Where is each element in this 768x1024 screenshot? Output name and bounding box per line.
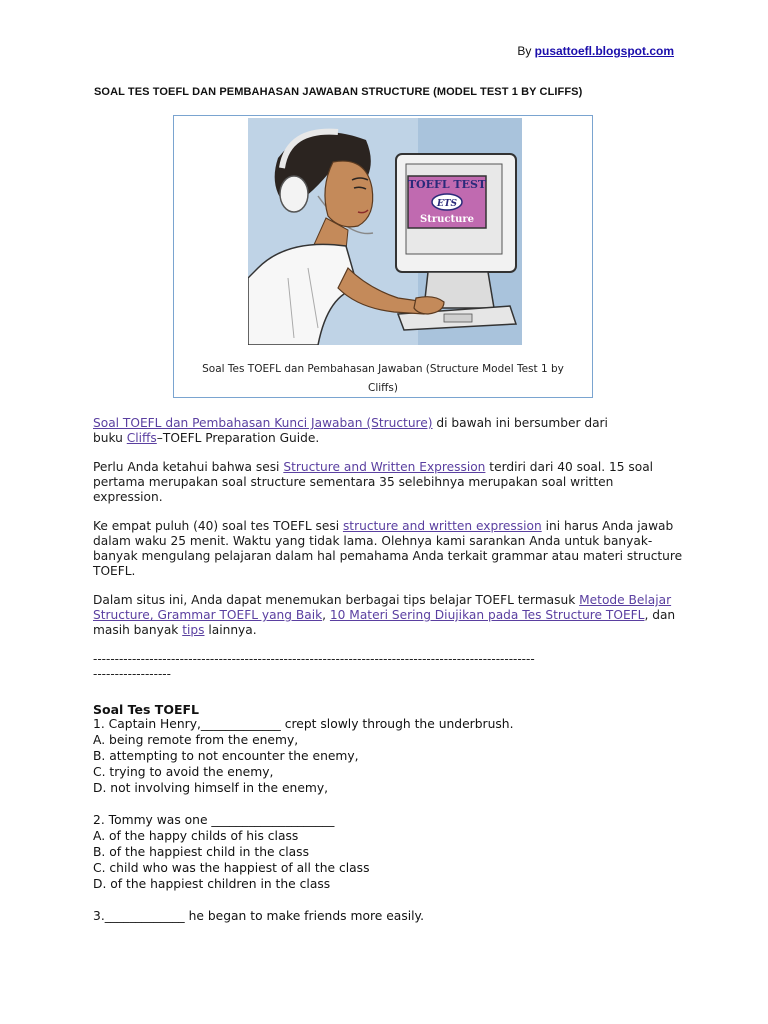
- paragraph-structure-info: [93, 460, 683, 505]
- figure-caption: [184, 360, 582, 398]
- separator-line-2: ------------------: [93, 667, 171, 681]
- link-soal-toefl[interactable]: Soal TOEFL dan Pembahasan Kunci Jawaban (Structure): [93, 416, 433, 430]
- para4-text-1: Dalam situs ini, Anda dapat menemukan berbagai tips belajar TOEFL termasuk: [93, 593, 580, 607]
- screen-label-structure: Structure: [420, 214, 474, 225]
- byline: [517, 44, 674, 58]
- option-2d: D. of the happiest children in the class: [93, 877, 331, 891]
- option-1d: D. not involving himself in the enemy,: [93, 781, 329, 795]
- option-2c: C. child who was the happiest of all the class: [93, 861, 370, 875]
- caption-line-1: Soal Tes TOEFL dan Pembahasan Jawaban (Structure Model Test 1 by: [202, 363, 564, 375]
- para1-text-1: di bawah ini bersumber dari: [432, 416, 608, 430]
- link-cliffs[interactable]: Cliffs: [126, 431, 157, 445]
- para1-text-3: –TOEFL Preparation Guide.: [156, 431, 320, 445]
- document-title: SOAL TES TOEFL DAN PEMBAHASAN JAWABAN STRUCTURE (MODEL TEST 1 BY CLIFFS): [94, 86, 583, 98]
- para2-text-2: terdiri dari 40 soal. 15 soal pertama merupakan soal structure sementara 35 selebihnya merupakan soal written expression.: [93, 460, 654, 504]
- figure: [173, 115, 593, 398]
- question-2: 2. Tommy was one ____________________: [93, 813, 335, 827]
- screen-label-toefl: TOEFL TEST: [407, 178, 487, 191]
- para2-text-1: Perlu Anda ketahui bahwa sesi: [93, 460, 284, 474]
- caption-line-2: Cliffs): [368, 382, 398, 394]
- option-2a: A. of the happy childs of his class: [93, 829, 299, 843]
- separator-line-1: ------------------------------------------------------------------------------------------------------: [93, 652, 535, 666]
- toefl-illustration: [248, 118, 522, 345]
- paragraph-source: [93, 416, 683, 446]
- question-1: 1. Captain Henry,_____________ crept slowly through the underbrush.: [93, 717, 514, 731]
- option-1b: B. attempting to not encounter the enemy,: [93, 749, 359, 763]
- paragraph-tips: [93, 593, 683, 638]
- para3-text-1: Ke empat puluh (40) soal tes TOEFL sesi: [93, 519, 343, 533]
- para4-text-2: ,: [322, 608, 330, 622]
- screen-label-ets: ETS: [436, 199, 458, 209]
- link-structure-written-2[interactable]: structure and written expression: [342, 519, 542, 533]
- byline-link[interactable]: pusattoefl.blogspot.com: [534, 44, 674, 58]
- link-tips[interactable]: tips: [182, 623, 205, 637]
- link-metode-belajar[interactable]: Metode Belajar Structure, Grammar TOEFL yang Baik: [93, 593, 672, 622]
- section-title: Soal Tes TOEFL: [93, 702, 199, 717]
- para4-text-4: lainnya.: [204, 623, 257, 637]
- option-2b: B. of the happiest child in the class: [93, 845, 310, 859]
- link-structure-written[interactable]: Structure and Written Expression: [283, 460, 486, 474]
- paragraph-time-info: [93, 519, 683, 579]
- link-10-materi[interactable]: 10 Materi Sering Diujikan pada Tes Structure TOEFL: [329, 608, 645, 622]
- para1-text-2: buku: [93, 431, 127, 445]
- option-1c: C. trying to avoid the enemy,: [93, 765, 274, 779]
- byline-prefix: By: [517, 44, 535, 58]
- para4-text-3: , dan masih banyak: [93, 608, 676, 637]
- para3-text-2: ini harus Anda jawab dalam waku 25 menit. Waktu yang tidak lama. Olehnya kami sarankan Anda untuk banyak-banyak mengulang pelajaran dalam hal pemahama Anda terkait grammar atau materi structure TOEFL.: [93, 519, 683, 578]
- question-3: 3._____________ he began to make friends more easily.: [93, 909, 424, 923]
- option-1a: A. being remote from the enemy,: [93, 733, 299, 747]
